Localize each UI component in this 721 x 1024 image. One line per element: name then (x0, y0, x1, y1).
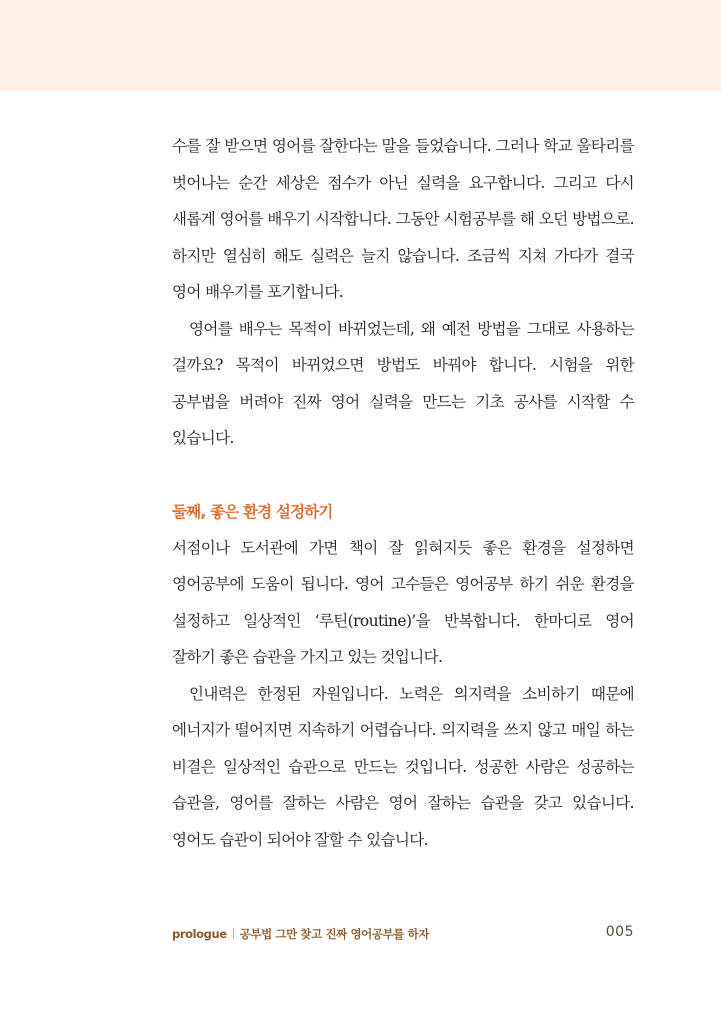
section-heading: 둘째, 좋은 환경 설정하기 (172, 502, 333, 521)
running-head-divider (233, 928, 234, 939)
page-body (172, 128, 634, 858)
body-paragraph-1: 수를 잘 받으면 영어를 잘한다는 말을 들었습니다. 그러나 학교 울타리를 벗어나는 순간 세상은 점수가 아닌 실력을 요구합니다. 그리고 다시 새롭게 영어를 배우기 시작합니다. 그동안 시험공부를 해 오던 방법으로. 하지만 열심히 해도 실력은 늘지 않습니다. 조금씩 지쳐 가다가 결국 영어 배우기를 포기합니다. (172, 137, 634, 301)
header-band (0, 0, 721, 91)
page-number: 005 (605, 924, 634, 940)
body-paragraph-4: 인내력은 한정된 자원입니다. 노력은 의지력을 소비하기 때문에 에너지가 떨어지면 지속하기 어렵습니다. 의지력을 쓰지 않고 매일 하는 비결은 일상적인 습관으로 만드는 것입니다. 성공한 사람은 성공하는 습관을, 영어를 잘하는 사람은 영어 잘하는 습관을 갖고 있습니다. 영어도 습관이 되어야 잘할 수 있습니다. (172, 684, 634, 849)
running-head-section: prologue (172, 927, 227, 941)
body-paragraph-3: 서점이나 도서관에 가면 책이 잘 읽혀지듯 좋은 환경을 설정하면 영어공부에 도움이 됩니다. 영어 고수들은 영어공부 하기 쉬운 환경을 설정하고 일상적인 ‘루틴(routine)’을 반복합니다. 한마디로 영어 잘하기 좋은 습관을 가지고 있는 것입니다. (172, 538, 634, 666)
running-head-title: 공부법 그만 찾고 진짜 영어공부를 하자 (239, 927, 430, 941)
body-paragraph-2: 영어를 배우는 목적이 바뀌었는데, 왜 예전 방법을 그대로 사용하는 걸까요? 목적이 바뀌었으면 방법도 바꿔야 합니다. 시험을 위한 공부법을 버려야 진짜 영어 실력을 만드는 기초 공사를 시작할 수 있습니다. (172, 319, 634, 447)
running-head (172, 926, 429, 942)
page-footer (172, 922, 634, 946)
